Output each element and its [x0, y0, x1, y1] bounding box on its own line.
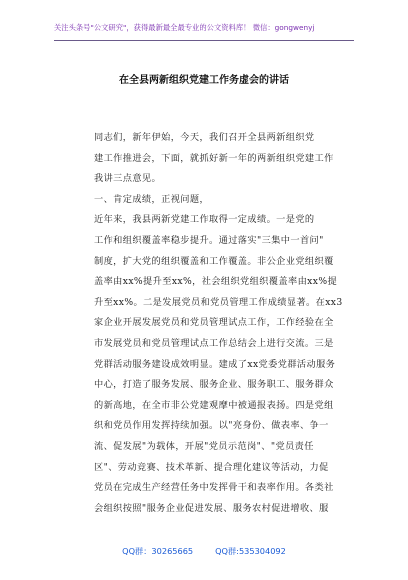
body-line: 的新高地，在全市非公党建观摩中被通报表扬。四是党组 — [94, 399, 334, 411]
body-line: 工作和组织覆盖率稳步提升。通过落实"三集中一首问" — [94, 234, 324, 246]
document-title: 在全县两新组织党建工作务虚会的讲话 — [119, 75, 289, 86]
document-body — [94, 128, 356, 519]
body-line: 区"、劳动竞赛、技术革新、提合理化建议等活动，力促 — [94, 461, 329, 473]
body-line: 我讲三点意见。 — [94, 173, 162, 185]
body-line: 党群活动服务建设成效明显。建成了xx党委党群活动服务 — [94, 358, 336, 370]
header-divider — [54, 40, 354, 41]
page-header-note: 关注头条号"公文研究"，获得最新最全最专业的公文资料库！ 微信：gongwenyj — [54, 23, 315, 32]
body-line: 党员在完成生产经营任务中发挥骨干和表率作用。各类社 — [94, 482, 334, 494]
body-line: 近年来，我县两新党建工作取得一定成绩。一是党的 — [94, 214, 315, 226]
section-heading: 一、肯定成绩，正视问题， — [94, 193, 210, 205]
body-line: 会组织按照"服务企业促进发展、服务农村促进增收、服 — [94, 502, 329, 514]
body-line: 市发展党员和党员管理试点工作总结会上进行交流。三是 — [94, 337, 334, 349]
body-line: 流、促发展"为载体，开展"党员示范岗"、"党员责任 — [94, 440, 314, 452]
page-footer — [0, 546, 408, 557]
body-line: 中心，打造了服务发展、服务企业、服务职工、服务群众 — [94, 379, 334, 391]
body-line: 建工作推进会，下面，就抓好新一年的两新组织党建工作 — [94, 152, 334, 164]
qq-group-label-1: QQ群：30265665 — [122, 546, 194, 556]
body-line: 家企业开展发展党员和党员管理试点工作，工作经验在全 — [94, 317, 334, 329]
body-line: 升至xx%。二是发展党员和党员管理工作成绩显著。在xx3 — [94, 296, 343, 308]
body-line: 织和党员作用发挥持续加强。以"亮身份、做表率、争一 — [94, 420, 329, 432]
body-line: 盖率由xx%提升至xx%，社会组织党组织覆盖率由xx%提 — [94, 276, 338, 288]
body-line: 制度，扩大党的组织覆盖和工作覆盖。非公企业党组织覆 — [94, 255, 334, 267]
qq-group-label-2: QQ群:535304092 — [215, 546, 286, 556]
body-line: 同志们，新年伊始，今天，我们召开全县两新组织党 — [94, 132, 315, 143]
